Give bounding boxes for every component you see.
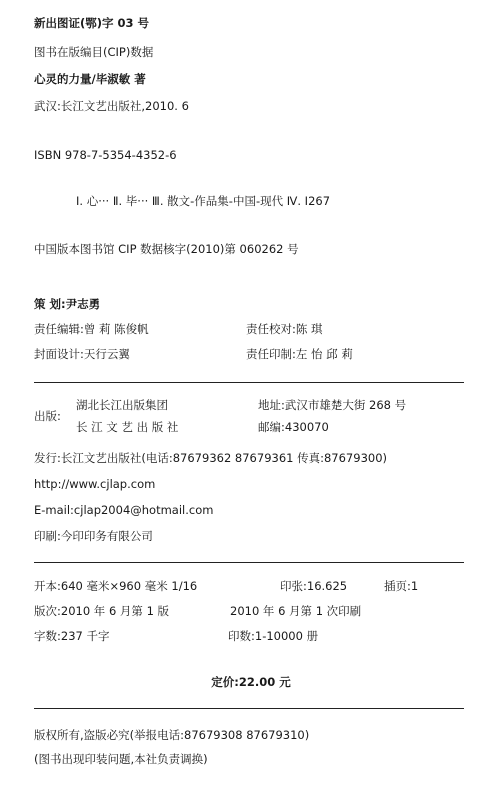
postcode: 邮编:430070 bbox=[258, 420, 329, 434]
impression: 2010 年 6 月第 1 次印刷 bbox=[230, 604, 362, 618]
cip-title: 图书在版编目(CIP)数据 bbox=[34, 45, 154, 59]
word-count: 字数:237 千字 bbox=[34, 629, 110, 643]
publishing-group: 湖北长江出版集团 bbox=[76, 398, 168, 412]
planner: 策 划:尹志勇 bbox=[34, 297, 101, 311]
website: http://www.cjlap.com bbox=[34, 477, 156, 491]
format: 开本:640 毫米×960 毫米 1/16 bbox=[34, 579, 198, 593]
email: E-mail:cjlap2004@hotmail.com bbox=[34, 503, 214, 517]
printed-sheets: 印张:16.625 bbox=[280, 579, 348, 593]
plates: 插页:1 bbox=[384, 579, 419, 593]
publication-permit: 新出图证(鄂)字 03 号 bbox=[34, 16, 150, 30]
responsible-editor: 责任编辑:曾 莉 陈俊帆 bbox=[34, 322, 149, 336]
publishing-label: 出版: bbox=[34, 409, 61, 423]
divider bbox=[34, 382, 464, 383]
print-run: 印数:1-10000 册 bbox=[228, 629, 319, 643]
isbn: ISBN 978-7-5354-4352-6 bbox=[34, 148, 177, 162]
edition: 版次:2010 年 6 月第 1 版 bbox=[34, 604, 170, 618]
copyright-notice: 版权所有,盗版必究(举报电话:87679308 87679310) bbox=[34, 728, 310, 742]
price: 定价:22.00 元 bbox=[211, 675, 291, 689]
classification: Ⅰ. 心··· Ⅱ. 毕··· Ⅲ. 散文-作品集-中国-现代 Ⅳ. I267 bbox=[76, 194, 331, 208]
proofreader: 责任校对:陈 琪 bbox=[246, 322, 323, 336]
book-title-author: 心灵的力量/毕淑敏 著 bbox=[34, 72, 146, 86]
printer: 印刷:今印印务有限公司 bbox=[34, 529, 153, 543]
address: 地址:武汉市雄楚大街 268 号 bbox=[258, 398, 407, 412]
printing-manager: 责任印制:左 怡 邱 莉 bbox=[246, 347, 353, 361]
publishing-house: 长 江 文 艺 出 版 社 bbox=[76, 420, 179, 434]
quality-notice: (图书出现印装问题,本社负责调换) bbox=[34, 752, 208, 766]
cip-number: 中国版本图书馆 CIP 数据核字(2010)第 060262 号 bbox=[34, 242, 299, 256]
divider bbox=[34, 562, 464, 563]
publisher-line: 武汉:长江文艺出版社,2010. 6 bbox=[34, 99, 189, 113]
cover-design: 封面设计:天行云翼 bbox=[34, 347, 130, 361]
distribution: 发行:长江文艺出版社(电话:87679362 87679361 传真:87679300) bbox=[34, 451, 388, 465]
divider bbox=[34, 708, 464, 709]
